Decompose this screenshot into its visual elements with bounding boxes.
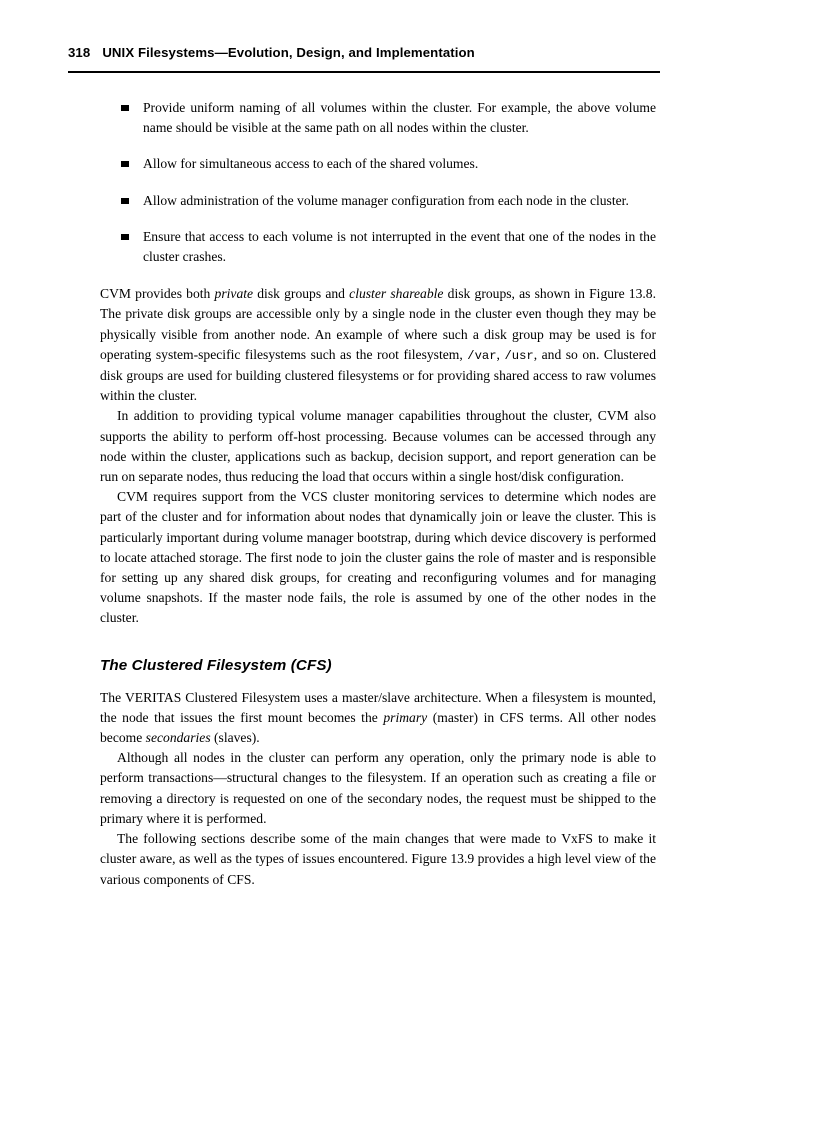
list-item-text: Allow administration of the volume manager configuration from each node in the cluster.: [143, 192, 629, 208]
text-run: The VERITAS Clustered Filesystem uses a master/slave architecture. When a filesystem is mounted, the node that issues the first mount becomes the: [100, 689, 656, 725]
spacer: [100, 267, 656, 284]
text-column: [100, 98, 656, 890]
italic-term-primary: primary: [383, 709, 428, 725]
square-bullet-icon: [121, 234, 129, 240]
square-bullet-icon: [121, 198, 129, 204]
paragraph-master-slave: [100, 688, 656, 749]
text-run: disk groups and: [253, 286, 350, 302]
text-run: disk groups, as shown in Figure 13.8. The private disk groups are accessible only by a single node in the cluster even though they may be physically visible from another node. An example of where such a disk group may be used is for operating system-specific filesystems such as the root filesystem,: [100, 286, 656, 362]
text-run: , and so on. Clustered disk groups are used for building clustered filesystems or for providing shared access to raw volumes within the cluster.: [100, 346, 656, 404]
paragraph-vcs-support: CVM requires support from the VCS cluster monitoring services to determine which nodes are part of the cluster and for information about nodes that dynamically join or leave the cluster. This is particularly important during volume manager bootstrap, during which device discovery is performed to locate attached storage. The first node to join the cluster gains the role of master and is responsible for setting up any shared disk groups, for creating and reconfiguring volumes and for managing volume snapshots. If the master node fails, the role is assumed by one of the other nodes in the cluster.: [100, 489, 656, 626]
list-item-text: Provide uniform naming of all volumes within the cluster. For example, the above volume name should be visible at the same path on all nodes within the cluster.: [143, 100, 656, 136]
list-item: [100, 191, 656, 211]
mono-path-usr: /usr: [504, 348, 534, 363]
italic-term-cluster-shareable: cluster shareable: [349, 286, 444, 302]
italic-term-secondaries: secondaries: [145, 730, 211, 746]
paragraph-following-sections: The following sections describe some of the main changes that were made to VxFS to make it cluster aware, as well as the types of issues encountered. Figure 13.9 provides a high level view of the various components of CFS.: [100, 831, 656, 887]
page-number: 318: [68, 45, 91, 60]
paragraph-transactions: Although all nodes in the cluster can perform any operation, only the primary node is able to perform transactions—structural changes to the filesystem. If an operation such as creating a file or removing a directory is requested on one of the secondary nodes, the request must be shipped to the primary where it is performed.: [100, 750, 656, 826]
running-header: [68, 45, 660, 60]
mono-path-var: /var: [467, 348, 497, 363]
requirements-list: [100, 98, 656, 267]
list-item-text: Ensure that access to each volume is not interrupted in the event that one of the nodes in the cluster crashes.: [143, 228, 656, 265]
spacer: [100, 629, 656, 656]
list-item: [100, 154, 656, 174]
text-run: (master) in CFS terms. All other nodes become: [100, 709, 657, 746]
text-run: CVM provides both: [100, 286, 215, 302]
text-run: (slaves).: [210, 730, 260, 746]
square-bullet-icon: [121, 105, 129, 111]
list-item-text: Allow for simultaneous access to each of the shared volumes.: [143, 156, 479, 172]
section-heading-cfs: The Clustered Filesystem (CFS): [100, 656, 332, 674]
list-item: [100, 227, 656, 267]
book-title: UNIX Filesystems—Evolution, Design, and Implementation: [102, 45, 475, 60]
italic-term-private: private: [214, 286, 254, 302]
paragraph-off-host-processing: In addition to providing typical volume manager capabilities throughout the cluster, CVM also supports the ability to perform off-host processing. Because volumes can be accessed through any node within the cluster, applications such as backup, decision support, and report generation can be run on separate nodes, thus reducing the load that occurs within a single host/disk configuration.: [100, 408, 656, 485]
text-run: ,: [496, 346, 505, 362]
list-item: [100, 98, 656, 138]
spacer: [100, 676, 656, 688]
header-rule: [68, 71, 660, 73]
paragraph-cvm-disk-groups: [100, 284, 656, 406]
square-bullet-icon: [121, 161, 129, 167]
